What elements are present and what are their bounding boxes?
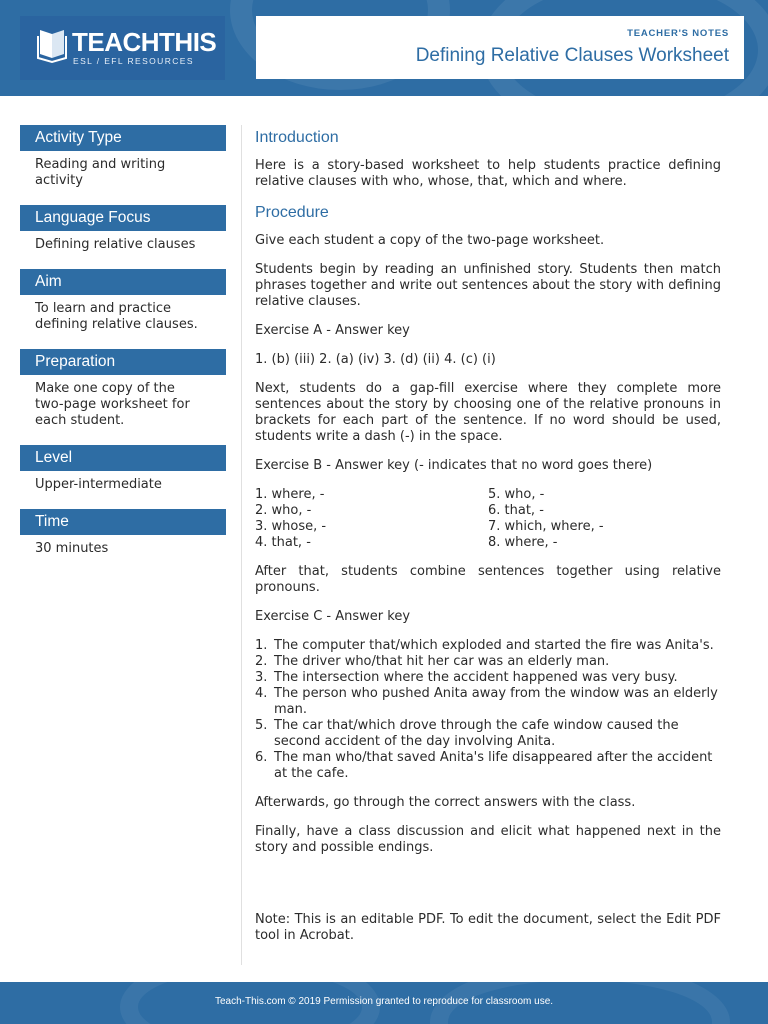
list-number: 4. — [255, 686, 268, 701]
list-text: The person who pushed Anita away from the window was an elderly man. — [274, 686, 718, 717]
main-content — [255, 128, 721, 957]
list-text: The car that/which drove through the cafe window caused the second accident of the day involving Anita. — [274, 718, 679, 749]
exercise-b-answers — [255, 487, 721, 551]
page-header — [0, 0, 768, 96]
procedure-heading: Procedure — [255, 204, 329, 221]
exercise-c-answers — [255, 638, 721, 782]
list-item — [255, 718, 721, 750]
title-box — [256, 16, 744, 79]
page-title: Defining Relative Clauses Worksheet — [415, 45, 729, 66]
introduction-text: Here is a story-based worksheet to help students practice defining relative clauses with who, whose, that, which and where. — [255, 158, 721, 189]
list-text: The man who/that saved Anita's life disappeared after the accident at the cafe. — [274, 750, 713, 781]
teachers-notes-label: TEACHER'S NOTES — [627, 28, 729, 39]
sidebar-time — [20, 509, 226, 557]
sidebar-language-focus — [20, 205, 226, 253]
list-item — [255, 686, 721, 718]
answer-item: 2. who, - — [255, 503, 312, 518]
list-text: The computer that/which exploded and started the fire was Anita's. — [274, 638, 714, 653]
sidebar-text: 30 minutes — [35, 541, 109, 556]
list-text: The intersection where the accident happened was very busy. — [274, 670, 678, 685]
exercise-c-label: Exercise C - Answer key — [255, 609, 411, 624]
list-number: 3. — [255, 670, 268, 685]
list-number: 2. — [255, 654, 268, 669]
list-number: 5. — [255, 718, 268, 733]
procedure-paragraph: Students begin by reading an unfinished story. Students then match phrases together and write out sentences about the story with defining relative clauses. — [255, 262, 721, 309]
spacer — [255, 869, 721, 912]
page-footer — [0, 982, 768, 1024]
answer-item: 6. that, - — [488, 503, 544, 518]
answer-item: 3. whose, - — [255, 519, 327, 534]
procedure-paragraph: Afterwards, go through the correct answers with the class. — [255, 795, 636, 810]
footer-copyright: Teach-This.com © 2019 Permission granted to reproduce for classroom use. — [214, 996, 554, 1007]
list-item — [255, 670, 721, 686]
sidebar-heading: Language Focus — [20, 205, 226, 231]
sidebar-text: Defining relative clauses — [35, 237, 196, 252]
sidebar-text: Reading and writing activity — [35, 157, 166, 188]
sidebar-text: To learn and practice defining relative clauses. — [35, 301, 198, 332]
list-text: The driver who/that hit her car was an elderly man. — [274, 654, 610, 669]
list-item — [255, 638, 721, 654]
procedure-paragraph: Next, students do a gap-fill exercise where they complete more sentences about the story by choosing one of the relative pronouns in brackets for each part of the sentence. If no word should be used, students write a dash (-) in the space. — [255, 381, 721, 444]
list-number: 6. — [255, 750, 268, 765]
list-item — [255, 750, 721, 782]
logo-subtitle: ESL / EFL RESOURCES — [73, 56, 194, 66]
sidebar-heading: Aim — [20, 269, 226, 295]
answer-item: 7. which, where, - — [488, 519, 604, 534]
answer-item: 5. who, - — [488, 487, 545, 502]
logo-text: TEACHTHIS — [72, 27, 217, 57]
sidebar-aim — [20, 269, 226, 333]
sidebar-level — [20, 445, 226, 493]
sidebar-heading: Time — [20, 509, 226, 535]
list-item — [255, 654, 721, 670]
procedure-paragraph: After that, students combine sentences together using relative pronouns. — [255, 564, 721, 595]
procedure-paragraph: Finally, have a class discussion and elicit what happened next in the story and possible endings. — [255, 824, 721, 855]
procedure-paragraph: Give each student a copy of the two-page worksheet. — [255, 233, 605, 248]
exercise-a-label: Exercise A - Answer key — [255, 323, 410, 338]
introduction-heading: Introduction — [255, 129, 339, 146]
editable-pdf-note: Note: This is an editable PDF. To edit the document, select the Edit PDF tool in Acrobat. — [255, 912, 721, 943]
list-number: 1. — [255, 638, 268, 653]
answer-item: 4. that, - — [255, 535, 311, 550]
answer-item: 1. where, - — [255, 487, 325, 502]
sidebar-preparation — [20, 349, 226, 429]
exercise-a-answers: 1. (b) (iii) 2. (a) (iv) 3. (d) (ii) 4. (c) (i) — [255, 352, 496, 367]
exercise-b-label: Exercise B - Answer key (- indicates that no word goes there) — [255, 458, 653, 473]
sidebar-activity-type — [20, 125, 226, 189]
sidebar-heading: Preparation — [20, 349, 226, 375]
answer-item: 8. where, - — [488, 535, 558, 550]
sidebar-heading: Level — [20, 445, 226, 471]
teachthis-logo[interactable] — [20, 16, 225, 80]
book-icon — [36, 28, 68, 64]
sidebar-heading: Activity Type — [20, 125, 226, 151]
sidebar-text: Make one copy of the two-page worksheet for each student. — [35, 381, 190, 428]
sidebar-text: Upper-intermediate — [35, 477, 162, 492]
column-divider — [241, 125, 242, 965]
info-sidebar — [20, 125, 226, 573]
